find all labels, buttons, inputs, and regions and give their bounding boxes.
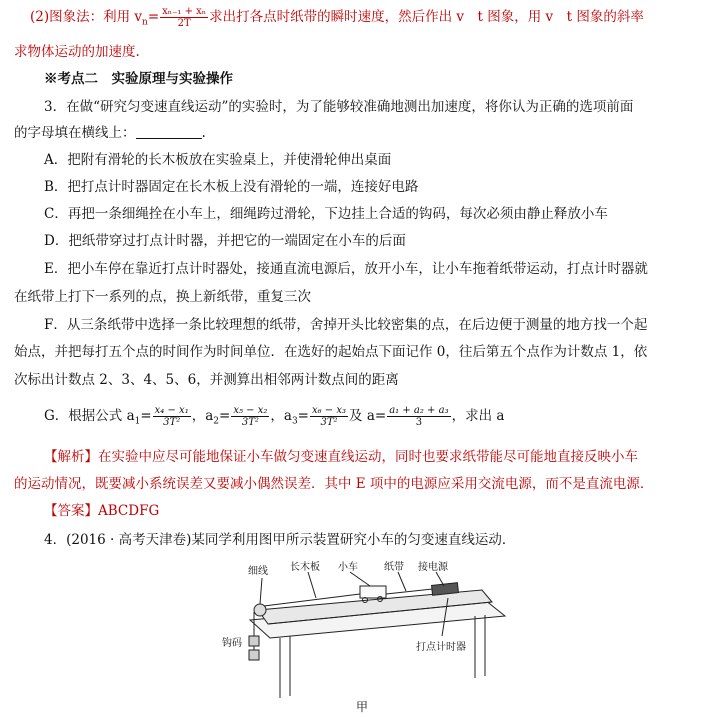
method-graph-line2: 求物体运动的加速度.: [14, 44, 140, 60]
a1-subscript: 1: [134, 416, 141, 427]
a-average-fraction: [387, 405, 450, 428]
label-board: 长木板: [290, 562, 320, 573]
and-text: 及 a=: [349, 408, 387, 424]
option-g: G．根据公式 $a_1=$ $\frac{\text{x₄ − x₁}}{\text{3T²}}$ ，$a_2=$ $\frac{\text{x₅ − x₂}}{\text{3T²}}$ ，$a_3=$ $\frac{\text{x₆ − x₃}}{\text{3T²}}$ 及 a= $\frac{\text{a₁ + a₂ + a₃}}{3}$ ，求出 a: [44, 405, 505, 428]
cart: [360, 586, 386, 598]
a3-denominator: 3T²: [320, 417, 338, 428]
separator-2: ，a: [270, 408, 292, 424]
method-graph-prefix: (2)图象法：利用 v: [30, 9, 143, 25]
section-title: ※考点二 实验原理与实验操作: [44, 71, 233, 87]
diagram-caption: 甲: [356, 700, 369, 714]
option-f-line2: 始点，并把每打五个点的时间作为时间单位．在选好的起始点下面记作 0，往后第五个点作为计数点 1，依: [14, 344, 648, 360]
weight-1: [249, 636, 259, 646]
q3-stem-line1: 3．在做“研究匀变速直线运动”的实验时，为了能够较准确地测出加速度，将你认为正确的选项前面: [44, 99, 634, 115]
option-e-line1: E．把小车停在靠近打点计时器处，接通直流电源后，放开小车，让小车拖着纸带运动，打点计时器就: [44, 261, 648, 277]
apparatus-diagram: [220, 558, 520, 708]
option-f-line1: F．从三条纸带中选择一条比较理想的纸带，舍掉开头比较密集的点，在后边便于测量的地方找一个起: [44, 317, 648, 333]
option-a: A．把附有滑轮的长木板放在实验桌上，并使滑轮伸出桌面: [44, 152, 392, 168]
a2-numerator: x₅ − x₂: [233, 405, 268, 416]
method-graph-suffix: 求出打各点时纸带的瞬时速度，然后作出 v t 图象，用 v t 图象的斜率: [209, 9, 644, 25]
label-tape: 纸带: [384, 562, 404, 573]
a1-denominator: 3T²: [163, 417, 181, 428]
a2-subscript: 2: [213, 416, 220, 427]
analysis-line2: 的运动情况，既要减小系统误差又要减小偶然误差．其中 E 项中的电源应采用交流电源，而不是直流电源．: [14, 476, 654, 492]
method-graph-line1: [30, 6, 644, 33]
weight-2: [249, 650, 259, 660]
analysis-line1: 【解析】在实验中应尽可能地保证小车做匀变速直线运动，同时也要求纸带能尽可能地直接反映小车: [44, 449, 638, 465]
option-g-suffix: ，求出 a: [451, 408, 505, 424]
answer-blank: [136, 124, 202, 139]
option-f-line3: 次标出计数点 2、3、4、5、6，并测算出相邻两计数点间的距离: [14, 372, 399, 388]
velocity-fraction: [160, 6, 208, 29]
a1-numerator: x₄ − x₁: [154, 405, 189, 416]
label-timer: 打点计时器: [416, 642, 466, 653]
q3-stem-text: 的字母填在横线上：: [14, 125, 136, 141]
a2-denominator: 3T²: [241, 417, 259, 428]
label-cart: 小车: [338, 562, 358, 573]
label-weight: 钩码: [222, 638, 242, 649]
label-power: 接电源: [418, 562, 448, 573]
a-average-denominator: 3: [415, 417, 423, 428]
separator-1: ，a: [191, 408, 214, 424]
q4-stem: 4．(2016 · 高考天津卷)某同学利用图甲所示装置研究小车的匀变速直线运动．: [44, 532, 516, 548]
answer-line: 【答案】ABCDFG: [44, 503, 160, 519]
v-subscript: n: [142, 17, 148, 28]
q3-stem-line2: [14, 123, 206, 143]
equals-sign: =: [147, 9, 160, 25]
q3-stem-end: .: [201, 125, 206, 141]
a-average-numerator: a₁ + a₂ + a₃: [389, 405, 449, 416]
option-e-line2: 在纸带上打下一系列的点，换上新纸带，重复三次: [14, 289, 311, 305]
a3-numerator: x₆ − x₃: [311, 405, 347, 416]
a1-fraction: [153, 405, 191, 428]
label-rope: 细线: [248, 566, 268, 577]
option-d: D．把纸带穿过打点计时器，并把它的一端固定在小车的后面: [44, 233, 406, 249]
timer: [432, 583, 459, 596]
velocity-fraction-denominator: 2T: [177, 18, 191, 29]
option-c: C．再把一条细绳拴在小车上，细绳跨过滑轮，下边挂上合适的钩码，每次必须由静止释放小车: [44, 206, 608, 222]
option-g-prefix: G．根据公式 a: [44, 408, 135, 424]
option-b: B．把打点计时器固定在长木板上没有滑轮的一端，连接好电路: [44, 179, 419, 195]
a3-subscript: 3: [291, 416, 298, 427]
a2-fraction: [231, 405, 269, 428]
a3-fraction: [310, 405, 348, 428]
velocity-fraction-numerator: xₙ₋₁ + xₙ: [162, 6, 207, 17]
